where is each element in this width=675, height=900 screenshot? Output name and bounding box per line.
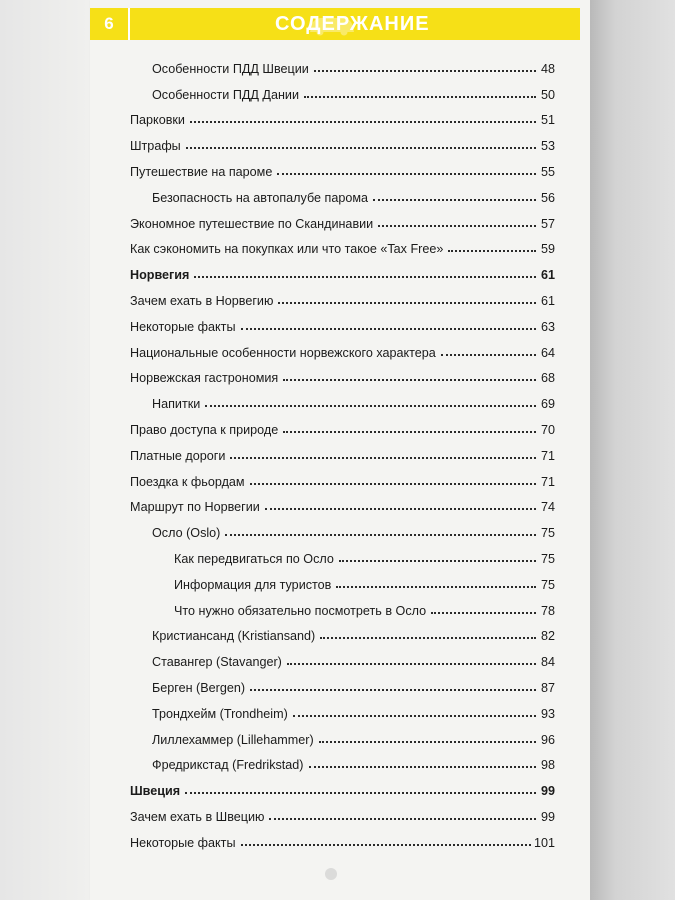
toc-entry-page: 61 bbox=[540, 293, 555, 308]
toc-entry-label: Некоторые факты bbox=[130, 835, 236, 850]
toc-entry-page: 69 bbox=[540, 397, 555, 412]
dot-leader bbox=[431, 612, 536, 614]
toc-entry[interactable] bbox=[130, 282, 555, 308]
toc-entry-label: Трондхейм (Trondheim) bbox=[152, 706, 288, 721]
toc-entry-label: Зачем ехать в Швецию bbox=[130, 809, 265, 824]
dot-leader bbox=[304, 96, 536, 98]
toc-entry-page: 75 bbox=[540, 551, 555, 566]
toc-entry-label: Поездка к фьордам bbox=[130, 474, 245, 489]
page-title: СОДЕРЖАНИЕ bbox=[275, 12, 430, 35]
toc-entry-page: 87 bbox=[540, 680, 555, 695]
toc-entry-page: 101 bbox=[533, 835, 555, 850]
toc-entry-label: Безопасность на автопалубе парома bbox=[152, 190, 369, 205]
toc-entry-label: Экономное путешествие по Скандинавии bbox=[130, 216, 374, 231]
toc-entry[interactable] bbox=[130, 256, 555, 282]
toc-entry-page: 68 bbox=[540, 371, 555, 386]
toc-entry[interactable] bbox=[130, 385, 555, 411]
toc-entry-label: Некоторые факты bbox=[130, 319, 236, 334]
dot-leader bbox=[309, 766, 537, 768]
toc-entry-label: Штрафы bbox=[130, 139, 181, 154]
dot-leader bbox=[283, 431, 536, 433]
toc-entry[interactable] bbox=[130, 643, 555, 669]
dot-leader bbox=[278, 302, 536, 304]
toc-entry-label: Швеция bbox=[130, 784, 181, 799]
toc-entry[interactable] bbox=[130, 360, 555, 386]
dot-leader bbox=[320, 637, 536, 639]
toc-entry-label: Ставангер (Stavanger) bbox=[152, 655, 282, 670]
toc-entry-page: 59 bbox=[540, 242, 555, 257]
toc-entry-page: 93 bbox=[540, 706, 555, 721]
dot-leader bbox=[269, 818, 536, 820]
toc-entry[interactable] bbox=[130, 308, 555, 334]
toc-entry[interactable] bbox=[130, 514, 555, 540]
dot-leader bbox=[339, 560, 536, 562]
dot-leader bbox=[241, 328, 536, 330]
dot-leader bbox=[441, 354, 536, 356]
toc-entry-page: 64 bbox=[540, 345, 555, 360]
toc-entry[interactable] bbox=[130, 437, 555, 463]
toc-entry-page: 53 bbox=[540, 139, 555, 154]
toc-entry[interactable] bbox=[130, 205, 555, 231]
toc-entry-page: 51 bbox=[540, 113, 555, 128]
toc-entry-page: 99 bbox=[540, 809, 555, 824]
toc-entry-page: 48 bbox=[540, 61, 555, 76]
dot-leader bbox=[250, 483, 536, 485]
toc-entry-label: Норвежская гастрономия bbox=[130, 371, 279, 386]
toc-entry-label: Фредрикстад (Fredrikstad) bbox=[152, 758, 304, 773]
toc-entry[interactable] bbox=[130, 411, 555, 437]
toc-entry[interactable] bbox=[130, 50, 555, 76]
toc-entry-label: Зачем ехать в Норвегию bbox=[130, 293, 274, 308]
toc-entry[interactable] bbox=[130, 540, 555, 566]
toc-entry[interactable] bbox=[130, 824, 555, 850]
toc-entry-page: 75 bbox=[540, 526, 555, 541]
toc-entry-page: 55 bbox=[540, 164, 555, 179]
toc-entry[interactable] bbox=[130, 695, 555, 721]
toc-entry-label: Право доступа к природе bbox=[130, 422, 279, 437]
toc-entry-page: 98 bbox=[540, 758, 555, 773]
toc-entry-label: Кристиансанд (Kristiansand) bbox=[152, 629, 316, 644]
dot-leader bbox=[319, 741, 536, 743]
toc-entry-label: Лиллехаммер (Lillehammer) bbox=[152, 732, 314, 747]
toc-entry-page: 82 bbox=[540, 629, 555, 644]
page-smudge bbox=[325, 868, 337, 880]
toc-entry[interactable] bbox=[130, 102, 555, 128]
dot-leader bbox=[373, 199, 536, 201]
dot-leader bbox=[190, 121, 536, 123]
toc-entry-label: Парковки bbox=[130, 113, 185, 128]
toc-entry-page: 56 bbox=[540, 190, 555, 205]
toc-entry[interactable] bbox=[130, 772, 555, 798]
toc-entry[interactable] bbox=[130, 231, 555, 257]
dot-leader bbox=[283, 379, 536, 381]
toc-entry-page: 99 bbox=[540, 784, 555, 799]
toc-entry-page: 63 bbox=[540, 319, 555, 334]
toc-entry-page: 71 bbox=[540, 448, 555, 463]
toc-entry[interactable] bbox=[130, 798, 555, 824]
dot-leader bbox=[293, 715, 536, 717]
dot-leader bbox=[287, 663, 536, 665]
toc-entry[interactable] bbox=[130, 489, 555, 515]
toc-entry-label: Как передвигаться по Осло bbox=[174, 551, 334, 566]
toc-entry[interactable] bbox=[130, 179, 555, 205]
toc-entry[interactable] bbox=[130, 721, 555, 747]
toc-entry-label: Маршрут по Норвегии bbox=[130, 500, 260, 515]
toc-entry[interactable] bbox=[130, 747, 555, 773]
toc-entry-page: 57 bbox=[540, 216, 555, 231]
toc-entry-page: 84 bbox=[540, 655, 555, 670]
toc-entry-label: Норвегия bbox=[130, 268, 190, 283]
dot-leader bbox=[194, 276, 536, 278]
toc-entry-label: Что нужно обязательно посмотреть в Осло bbox=[174, 603, 427, 618]
toc-entry-label: Напитки bbox=[152, 397, 201, 412]
toc-entry-label: Платные дороги bbox=[130, 448, 226, 463]
dot-leader bbox=[277, 173, 536, 175]
toc-entry-page: 75 bbox=[540, 577, 555, 592]
toc-entry-page: 61 bbox=[540, 268, 555, 283]
toc-entry[interactable] bbox=[130, 463, 555, 489]
toc-entry[interactable] bbox=[130, 618, 555, 644]
dot-leader bbox=[230, 457, 536, 459]
toc-entry[interactable] bbox=[130, 76, 555, 102]
toc-entry-label: Особенности ПДД Швеции bbox=[152, 61, 309, 76]
dot-leader bbox=[265, 508, 536, 510]
toc-entry-page: 74 bbox=[540, 500, 555, 515]
toc-entry-label: Особенности ПДД Дании bbox=[152, 87, 299, 102]
page-left-margin bbox=[0, 0, 90, 900]
toc-entry-label: Национальные особенности норвежского характера bbox=[130, 345, 436, 360]
toc-entry-page: 78 bbox=[540, 603, 555, 618]
toc-entry-page: 96 bbox=[540, 732, 555, 747]
toc-entry[interactable] bbox=[130, 153, 555, 179]
dot-leader bbox=[314, 70, 536, 72]
toc-entry-label: Информация для туристов bbox=[174, 577, 332, 592]
page-edge-shadow bbox=[590, 0, 675, 900]
dot-leader bbox=[205, 405, 536, 407]
dot-leader bbox=[378, 225, 536, 227]
table-of-contents bbox=[130, 50, 555, 850]
toc-entry[interactable] bbox=[130, 592, 555, 618]
toc-entry[interactable] bbox=[130, 566, 555, 592]
dot-leader bbox=[186, 147, 536, 149]
toc-entry-label: Как сэкономить на покупках или что такое «Tax Free» bbox=[130, 242, 444, 257]
toc-entry-label: Путешествие на пароме bbox=[130, 164, 273, 179]
dot-leader bbox=[241, 844, 531, 846]
toc-entry-page: 71 bbox=[540, 474, 555, 489]
toc-entry-label: Осло (Oslo) bbox=[152, 526, 221, 541]
toc-entry-label: Берген (Bergen) bbox=[152, 680, 246, 695]
dot-leader bbox=[225, 534, 536, 536]
toc-entry[interactable] bbox=[130, 669, 555, 695]
page-number: 6 bbox=[90, 8, 130, 40]
toc-entry[interactable] bbox=[130, 334, 555, 360]
toc-entry[interactable] bbox=[130, 127, 555, 153]
dot-leader bbox=[250, 689, 536, 691]
toc-entry-page: 70 bbox=[540, 422, 555, 437]
toc-entry-page: 50 bbox=[540, 87, 555, 102]
dot-leader bbox=[448, 250, 536, 252]
dot-leader bbox=[336, 586, 536, 588]
dot-leader bbox=[185, 792, 536, 794]
